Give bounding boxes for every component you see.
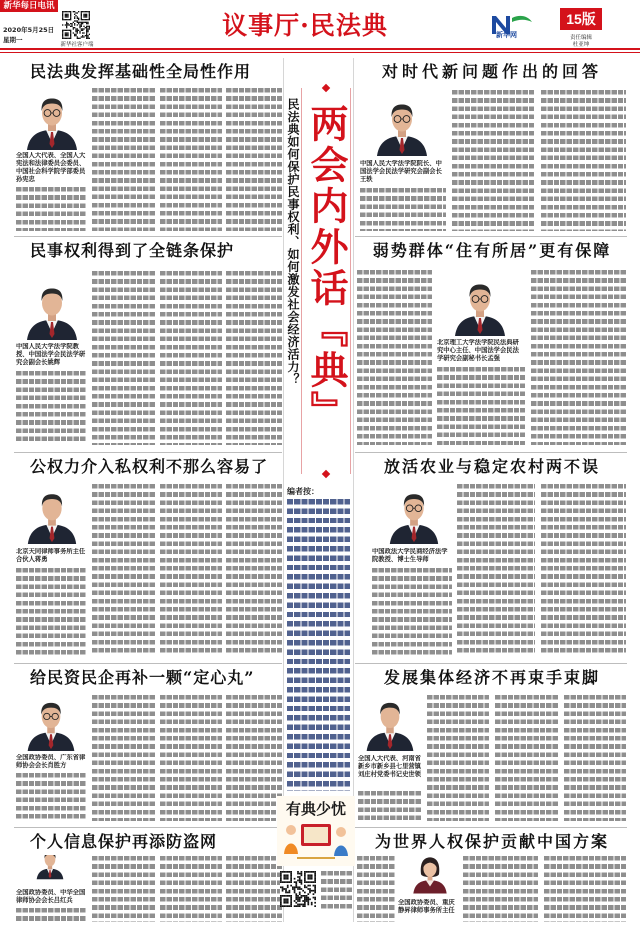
- header-rule: [0, 48, 640, 50]
- article-separator: [14, 827, 282, 828]
- portrait-caption: 中国人民大学法学院院长、中国法学会民法学研究会副会长王轶: [360, 160, 442, 183]
- article-separator: [355, 827, 627, 828]
- editor-note-text: [287, 499, 350, 791]
- article-body-text: [16, 371, 86, 445]
- editor-name: 杜亚坤: [572, 42, 590, 48]
- article-headline[interactable]: 放活农业与稳定农村两不误: [383, 457, 600, 476]
- portrait-photo: [362, 695, 418, 751]
- editor-note-label: 编者按：: [287, 487, 319, 496]
- article-body-text: [358, 791, 422, 821]
- column-divider: [283, 58, 284, 922]
- app-label: 新华社客户端: [60, 42, 94, 48]
- article-separator: [355, 452, 627, 453]
- article-separator: [14, 663, 282, 664]
- portrait-photo: [450, 276, 510, 336]
- article-separator: [355, 663, 627, 664]
- qr-code-icon[interactable]: [62, 11, 90, 39]
- article-body-text: [92, 695, 155, 821]
- article-body-text: [564, 695, 626, 821]
- article-body-text: [92, 484, 155, 656]
- portrait-photo: [26, 855, 74, 887]
- article-body-text: [16, 568, 86, 656]
- portrait-photo: [405, 855, 455, 897]
- portrait-photo: [22, 90, 82, 150]
- article-separator: [14, 236, 282, 237]
- article-headline[interactable]: 个人信息保护再添防盗网: [30, 832, 218, 851]
- portrait-caption: 北京理工大学法学院民法典研究中心主任、中国法学会民法学研究会副秘书长孟强: [437, 339, 519, 362]
- portrait-caption: 北京天同律师事务所主任合伙人蒋勇: [16, 548, 86, 563]
- portrait-photo: [372, 96, 432, 156]
- article-headline[interactable]: 对时代新问题作出的回答: [381, 62, 602, 81]
- portrait-caption: 全国政协委员、中华全国律师协会会长吕红兵: [16, 889, 86, 904]
- article-body-text: [160, 271, 222, 445]
- section-title: 议事厅·民法典: [222, 11, 388, 40]
- article-body-text: [226, 856, 282, 922]
- portrait-caption: 全国人大代表、全国人大宪法和法律委员会委员、中国社会科学院学部委员孙宪忠: [16, 152, 86, 183]
- article-body-text: [92, 856, 155, 922]
- article-headline[interactable]: 给民资民企再补一颗“定心丸”: [30, 668, 255, 687]
- article-body-text: [226, 88, 282, 231]
- article-body-text: [226, 484, 282, 656]
- portrait-caption: 中国人民大学法学院教授、中国法学会民法学研究会副会长姚辉: [16, 343, 86, 366]
- qr-code-icon[interactable]: [280, 871, 316, 907]
- article-headline[interactable]: 民事权利得到了全链条保护: [30, 241, 235, 260]
- page-number-badge: 15版: [560, 8, 602, 30]
- feature-subtitle: 民法典如何保护民事权利、如何激发社会经济活力？: [286, 98, 300, 386]
- site-logo-text: 新华网: [496, 31, 517, 39]
- cartoon-caption-text: [321, 871, 353, 911]
- article-body-text: [531, 270, 626, 445]
- article-body-text: [357, 856, 395, 922]
- portrait-caption: 全国政协委员、重庆静昇律师事务所主任: [398, 899, 455, 914]
- article-separator: [355, 236, 627, 237]
- article-body-text: [226, 695, 282, 821]
- article-headline[interactable]: 弱势群体“住有所居”更有保障: [372, 241, 612, 260]
- article-headline[interactable]: 为世界人权保护贡献中国方案: [374, 832, 609, 851]
- article-headline[interactable]: 民法典发挥基础性全局性作用: [30, 62, 252, 81]
- portrait-caption: 全国政协委员、广东省律师协会会长肖胜方: [16, 754, 86, 769]
- article-headline[interactable]: 公权力介入私权利不那么容易了: [30, 457, 269, 476]
- paper-name: 新华每日电讯: [0, 0, 58, 12]
- article-body-text: [457, 484, 535, 656]
- article-body-text: [160, 88, 222, 231]
- portrait-caption: 中国政法大学民商经济法学院教授、博士生导师: [372, 548, 448, 563]
- article-body-text: [226, 271, 282, 445]
- article-body-text: [160, 695, 222, 821]
- article-body-text: [160, 484, 222, 656]
- article-body-text: [160, 856, 222, 922]
- portrait-photo: [384, 486, 444, 544]
- article-body-text: [16, 908, 86, 922]
- article-separator: [14, 452, 282, 453]
- header-rule-thin: [0, 52, 640, 53]
- article-body-text: [360, 188, 446, 231]
- portrait-photo: [22, 695, 80, 751]
- article-body-text: [372, 568, 452, 656]
- portrait-photo: [22, 280, 82, 340]
- article-body-text: [357, 270, 432, 445]
- article-body-text: [495, 695, 558, 821]
- article-body-text: [92, 88, 155, 231]
- article-body-text: [437, 367, 525, 445]
- article-body-text: [16, 187, 86, 231]
- cartoon-title: 有典少忧: [285, 800, 346, 818]
- issue-weekday: 星期一: [3, 36, 23, 44]
- feature-title: 两会内外话『典』: [304, 104, 349, 432]
- portrait-photo: [22, 486, 82, 544]
- article-body-text: [463, 856, 538, 922]
- article-body-text: [92, 271, 155, 445]
- article-body-text: [544, 856, 626, 922]
- article-body-text: [16, 773, 86, 821]
- column-divider: [353, 58, 354, 922]
- article-body-text: [427, 695, 489, 821]
- article-body-text: [541, 484, 626, 656]
- portrait-caption: 全国人大代表、河南省新乡市新乡县七里营镇刘庄村党委书记史世领: [358, 755, 421, 778]
- article-headline[interactable]: 发展集体经济不再束手束脚: [383, 668, 600, 687]
- issue-date: 2020年5月25日: [3, 26, 55, 34]
- editor-label: 责任编辑: [569, 35, 592, 41]
- article-body-text: [541, 90, 626, 231]
- article-body-text: [452, 90, 535, 231]
